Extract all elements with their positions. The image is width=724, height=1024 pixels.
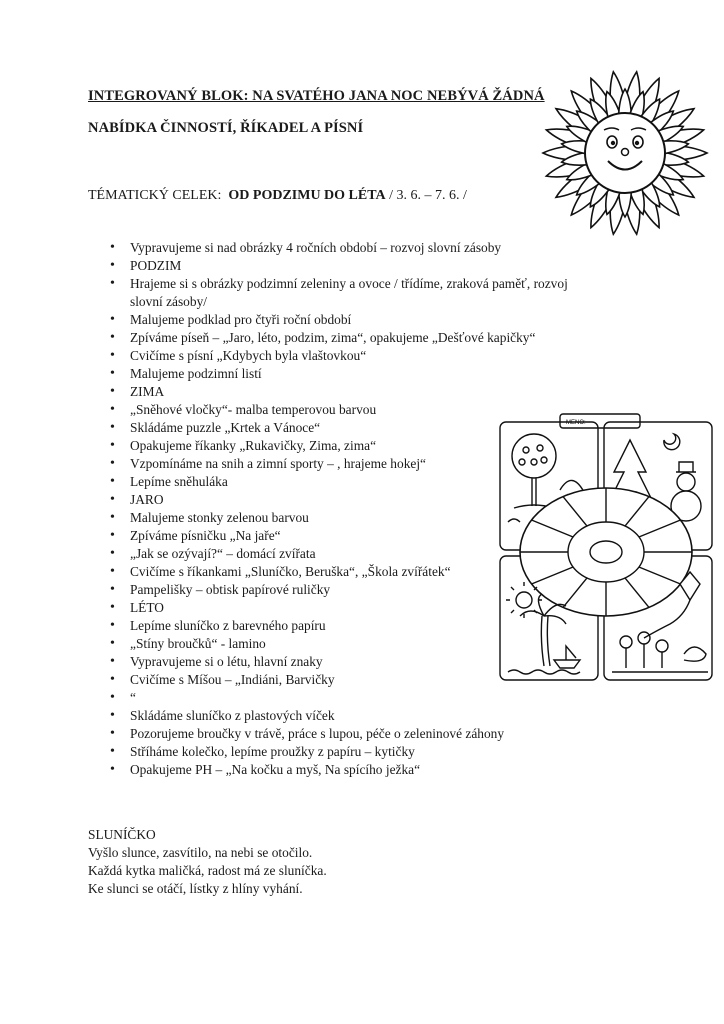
thematic-unit <box>88 188 467 204</box>
list-item: • Skládáme sluníčko z plastových víček <box>110 707 520 725</box>
block-title: INTEGROVANÝ BLOK: NA SVATÉHO JANA NOC NEBÝVÁ ŽÁDNÁ <box>88 88 545 104</box>
list-item: • „Jak se ozývají?“ – domácí zvířata <box>110 545 520 563</box>
block-subtitle: NABÍDKA ČINNOSTÍ, ŘÍKADEL A PÍSNÍ <box>88 120 364 136</box>
poem <box>88 826 327 898</box>
thematic-unit-name: OD PODZIMU DO LÉTA <box>228 188 386 203</box>
poem-title: SLUNÍČKO <box>88 827 156 842</box>
poem-line: Ke slunci se otáčí, lístky z hlíny vyhání. <box>88 881 303 896</box>
thematic-unit-label: TÉMATICKÝ CELEK: <box>88 188 222 203</box>
thematic-unit-dates: / 3. 6. – 7. 6. / <box>385 188 467 203</box>
list-item: • Hrajeme si s obrázky podzimní zeleniny a ovoce / třídíme, zraková paměť, rozvoj slovní zásoby/ <box>110 275 600 311</box>
list-item: • Skládáme puzzle „Krtek a Vánoce“ <box>110 419 520 437</box>
poem-line: Vyšlo slunce, zasvítilo, na nebi se otočilo. <box>88 845 313 860</box>
flowers-icon <box>612 632 708 672</box>
list-item: • Pozorujeme broučky v trávě, práce s lupou, péče o zeleninové záhony <box>110 725 630 743</box>
seasons-wheel-illustration <box>494 410 718 686</box>
list-item: • LÉTO <box>110 599 520 617</box>
list-item: • PODZIM <box>110 257 630 275</box>
list-item: • ZIMA <box>110 383 630 401</box>
list-item: • Zpíváme písničku „Na jaře“ <box>110 527 520 545</box>
list-item: • Pampelišky – obtisk papírové ruličky <box>110 581 520 599</box>
name-label: MENO: <box>566 420 586 426</box>
list-item: • Cvičíme s říkankami „Sluníčko, Beruška“, „Škola zvířátek“ <box>110 563 520 581</box>
list-item: • Vypravujeme si nad obrázky 4 ročních období – rozvoj slovní zásoby <box>110 239 630 257</box>
list-item: • „Stíny broučků“ - lamino <box>110 635 520 653</box>
list-item: • JARO <box>110 491 520 509</box>
poem-line: Každá kytka maličká, radost má ze sluníčka. <box>88 863 327 878</box>
season-wheel <box>520 488 692 616</box>
list-item: • Lepíme sluníčko z barevného papíru <box>110 617 520 635</box>
list-item: • “ <box>110 689 520 707</box>
list-item: • Cvičíme s Míšou – „Indiáni, Barvičky <box>110 671 520 689</box>
list-item: • Malujeme podzimní listí <box>110 365 630 383</box>
list-item: • Zpíváme píseň – „Jaro, léto, podzim, zima“, opakujeme „Dešťové kapičky“ <box>110 329 630 347</box>
sun-illustration <box>540 68 710 238</box>
list-item: • Lepíme sněhuláka <box>110 473 520 491</box>
list-item: • Vzpomínáme na snih a zimní sporty – , hrajeme hokej“ <box>110 455 520 473</box>
list-item: • Malujeme stonky zelenou barvou <box>110 509 520 527</box>
list-item: • Stříháme kolečko, lepíme proužky z papíru – kytičky <box>110 743 630 761</box>
list-item: • Vypravujeme si o létu, hlavní znaky <box>110 653 520 671</box>
list-item: • „Sněhové vločky“- malba temperovou barvou <box>110 401 520 419</box>
list-item: • Cvičíme s písní „Kdybych byla vlaštovkou“ <box>110 347 630 365</box>
list-item: • Opakujeme PH – „Na kočku a myš, Na spícího ježka“ <box>110 761 630 779</box>
list-item: • Opakujeme říkanky „Rukavičky, Zima, zima“ <box>110 437 520 455</box>
snowman-icon <box>671 462 701 521</box>
list-item: • Malujeme podklad pro čtyři roční období <box>110 311 630 329</box>
